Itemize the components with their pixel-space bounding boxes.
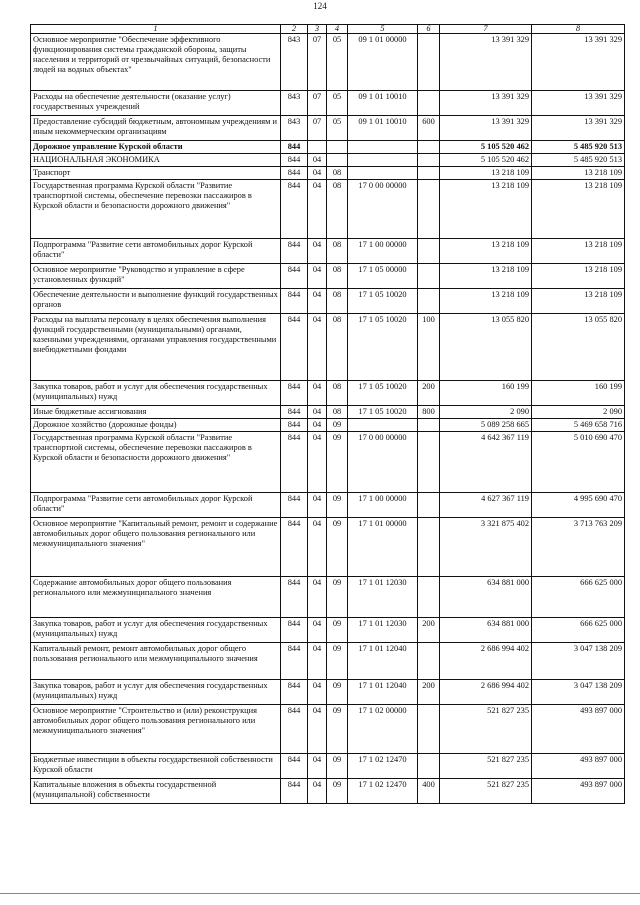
row-name: Иные бюджетные ассигнования [31, 406, 281, 419]
section-code: 04 [308, 381, 327, 406]
amount-year-1: 2 686 994 402 [440, 680, 532, 705]
subsection-code: 08 [327, 180, 348, 239]
target-article-code: 17 1 00 00000 [348, 493, 418, 518]
expense-type-code [418, 91, 440, 116]
subsection-code: 09 [327, 643, 348, 680]
amount-year-1: 5 105 520 462 [440, 154, 532, 167]
section-code: 04 [308, 419, 327, 432]
ved-code: 844 [281, 154, 308, 167]
section-code: 04 [308, 239, 327, 264]
ved-code: 844 [281, 289, 308, 314]
amount-year-2: 13 055 820 [532, 314, 625, 381]
page-bottom-rule [0, 893, 640, 894]
ved-code: 844 [281, 406, 308, 419]
target-article-code: 17 1 01 12040 [348, 680, 418, 705]
ved-code: 844 [281, 264, 308, 289]
amount-year-2: 3 047 138 209 [532, 643, 625, 680]
section-code: 04 [308, 180, 327, 239]
expense-type-code [418, 577, 440, 618]
section-code: 04 [308, 518, 327, 577]
amount-year-2: 493 897 000 [532, 705, 625, 754]
table-row [31, 264, 625, 289]
table-row [31, 141, 625, 154]
expense-type-code: 400 [418, 779, 440, 804]
amount-year-1: 13 391 329 [440, 34, 532, 91]
target-article-code [348, 167, 418, 180]
section-code: 04 [308, 577, 327, 618]
page-number: 124 [313, 1, 327, 11]
ved-code: 844 [281, 167, 308, 180]
amount-year-1: 5 089 258 665 [440, 419, 532, 432]
column-number: 3 [308, 25, 327, 34]
row-name: Основное мероприятие "Руководство и управление в сфере установленных функций" [31, 264, 281, 289]
expense-type-code: 600 [418, 116, 440, 141]
expense-type-code [418, 643, 440, 680]
amount-year-1: 521 827 235 [440, 779, 532, 804]
target-article-code: 17 1 02 12470 [348, 754, 418, 779]
section-code: 04 [308, 618, 327, 643]
column-number: 7 [440, 25, 532, 34]
ved-code: 844 [281, 432, 308, 493]
budget-table [30, 24, 625, 804]
table-row [31, 643, 625, 680]
section-code: 04 [308, 680, 327, 705]
row-name: Закупка товаров, работ и услуг для обеспечения государственных (муниципальных) нужд [31, 680, 281, 705]
target-article-code: 09 1 01 10010 [348, 116, 418, 141]
expense-type-code [418, 239, 440, 264]
table-row [31, 779, 625, 804]
section-code: 04 [308, 289, 327, 314]
section-code: 04 [308, 154, 327, 167]
amount-year-2: 2 090 [532, 406, 625, 419]
row-name: Закупка товаров, работ и услуг для обеспечения государственных (муниципальных) нужд [31, 381, 281, 406]
amount-year-2: 13 218 109 [532, 264, 625, 289]
amount-year-1: 13 391 329 [440, 91, 532, 116]
row-name: Основное мероприятие "Строительство и (или) реконструкция автомобильных дорог общего пользования регионального или межмуниципального значения" [31, 705, 281, 754]
amount-year-1: 13 218 109 [440, 180, 532, 239]
ved-code: 844 [281, 493, 308, 518]
table-row [31, 154, 625, 167]
subsection-code: 08 [327, 314, 348, 381]
column-number: 8 [532, 25, 625, 34]
amount-year-2: 13 391 329 [532, 116, 625, 141]
amount-year-1: 4 627 367 119 [440, 493, 532, 518]
subsection-code: 08 [327, 406, 348, 419]
target-article-code: 09 1 01 00000 [348, 34, 418, 91]
section-code: 04 [308, 705, 327, 754]
amount-year-1: 2 090 [440, 406, 532, 419]
amount-year-1: 13 391 329 [440, 116, 532, 141]
ved-code: 844 [281, 239, 308, 264]
amount-year-2: 13 218 109 [532, 167, 625, 180]
subsection-code: 05 [327, 116, 348, 141]
column-number: 4 [327, 25, 348, 34]
target-article-code: 17 1 05 10020 [348, 381, 418, 406]
table-row [31, 289, 625, 314]
subsection-code: 08 [327, 264, 348, 289]
column-number: 2 [281, 25, 308, 34]
amount-year-1: 634 881 000 [440, 618, 532, 643]
section-code [308, 141, 327, 154]
amount-year-1: 3 321 875 402 [440, 518, 532, 577]
subsection-code: 09 [327, 618, 348, 643]
target-article-code: 17 1 00 00000 [348, 239, 418, 264]
subsection-code [327, 154, 348, 167]
section-code: 04 [308, 167, 327, 180]
subsection-code: 09 [327, 754, 348, 779]
table-row [31, 91, 625, 116]
row-name: Дорожное хозяйство (дорожные фонды) [31, 419, 281, 432]
table-row [31, 577, 625, 618]
section-code: 04 [308, 643, 327, 680]
table-row [31, 180, 625, 239]
ved-code: 844 [281, 680, 308, 705]
row-name: Подпрограмма "Развитие сети автомобильных дорог Курской области" [31, 239, 281, 264]
subsection-code: 08 [327, 167, 348, 180]
column-number: 6 [418, 25, 440, 34]
ved-code: 844 [281, 518, 308, 577]
amount-year-2: 4 995 690 470 [532, 493, 625, 518]
expense-type-code [418, 264, 440, 289]
table-row [31, 432, 625, 493]
section-code: 07 [308, 116, 327, 141]
amount-year-2: 493 897 000 [532, 754, 625, 779]
section-code: 07 [308, 34, 327, 91]
amount-year-1: 13 218 109 [440, 264, 532, 289]
subsection-code: 09 [327, 779, 348, 804]
expense-type-code: 200 [418, 381, 440, 406]
amount-year-1: 13 218 109 [440, 239, 532, 264]
target-article-code: 17 1 01 00000 [348, 518, 418, 577]
subsection-code [327, 141, 348, 154]
ved-code: 843 [281, 116, 308, 141]
amount-year-2: 666 625 000 [532, 618, 625, 643]
section-code: 04 [308, 493, 327, 518]
ved-code: 843 [281, 34, 308, 91]
row-name: Бюджетные инвестиции в объекты государственной собственности Курской области [31, 754, 281, 779]
subsection-code: 09 [327, 680, 348, 705]
amount-year-1: 521 827 235 [440, 754, 532, 779]
ved-code: 844 [281, 180, 308, 239]
subsection-code: 08 [327, 289, 348, 314]
amount-year-1: 13 055 820 [440, 314, 532, 381]
row-name: Капитальные вложения в объекты государственной (муниципальной) собственности [31, 779, 281, 804]
table-row [31, 406, 625, 419]
column-number: 5 [348, 25, 418, 34]
expense-type-code [418, 180, 440, 239]
row-name: Государственная программа Курской области "Развитие транспортной системы, обеспечение перевозки пассажиров в Курской области и безопасности дорожного движения" [31, 432, 281, 493]
ved-code: 844 [281, 618, 308, 643]
amount-year-1: 160 199 [440, 381, 532, 406]
expense-type-code [418, 432, 440, 493]
ved-code: 844 [281, 754, 308, 779]
row-name: Расходы на выплаты персоналу в целях обеспечения выполнения функций государственными (муниципальными) органами, казенными учреждениями, органами управления государственными внебюджетными фондами [31, 314, 281, 381]
expense-type-code: 100 [418, 314, 440, 381]
row-name: Основное мероприятие "Капитальный ремонт, ремонт и содержание автомобильных дорог общего пользования регионального или межмуниципального значения" [31, 518, 281, 577]
amount-year-2: 13 218 109 [532, 180, 625, 239]
target-article-code [348, 419, 418, 432]
row-name: Содержание автомобильных дорог общего пользования регионального или межмуниципального значения [31, 577, 281, 618]
amount-year-1: 4 642 367 119 [440, 432, 532, 493]
target-article-code: 17 1 02 00000 [348, 705, 418, 754]
amount-year-2: 160 199 [532, 381, 625, 406]
row-name: Предоставление субсидий бюджетным, автономным учреждениям и иным некоммерческим организациям [31, 116, 281, 141]
ved-code: 844 [281, 577, 308, 618]
expense-type-code [418, 518, 440, 577]
ved-code: 844 [281, 314, 308, 381]
table-row [31, 381, 625, 406]
ved-code: 844 [281, 779, 308, 804]
table-row [31, 680, 625, 705]
ved-code: 843 [281, 91, 308, 116]
row-name: Расходы на обеспечение деятельности (оказание услуг) государственных учреждений [31, 91, 281, 116]
target-article-code: 17 1 01 12040 [348, 643, 418, 680]
subsection-code: 09 [327, 705, 348, 754]
section-code: 07 [308, 91, 327, 116]
subsection-code: 09 [327, 419, 348, 432]
amount-year-2: 13 218 109 [532, 289, 625, 314]
amount-year-2: 13 391 329 [532, 91, 625, 116]
subsection-code: 09 [327, 493, 348, 518]
amount-year-1: 634 881 000 [440, 577, 532, 618]
amount-year-2: 5 485 920 513 [532, 154, 625, 167]
row-name: Государственная программа Курской области "Развитие транспортной системы, обеспечение перевозки пассажиров в Курской области и безопасности дорожного движения" [31, 180, 281, 239]
table-row [31, 419, 625, 432]
amount-year-2: 666 625 000 [532, 577, 625, 618]
table-row [31, 518, 625, 577]
table-row [31, 618, 625, 643]
target-article-code: 17 1 05 10020 [348, 289, 418, 314]
amount-year-2: 493 897 000 [532, 779, 625, 804]
target-article-code: 17 0 00 00000 [348, 432, 418, 493]
row-name: Транспорт [31, 167, 281, 180]
subsection-code: 09 [327, 432, 348, 493]
section-code: 04 [308, 406, 327, 419]
ved-code: 844 [281, 643, 308, 680]
section-code: 04 [308, 754, 327, 779]
expense-type-code: 800 [418, 406, 440, 419]
section-code: 04 [308, 779, 327, 804]
table-row [31, 167, 625, 180]
table-row [31, 239, 625, 264]
table-row [31, 754, 625, 779]
section-code: 04 [308, 264, 327, 289]
target-article-code: 17 1 05 10020 [348, 314, 418, 381]
amount-year-2: 13 391 329 [532, 34, 625, 91]
target-article-code: 17 1 01 12030 [348, 577, 418, 618]
target-article-code: 17 1 05 10020 [348, 406, 418, 419]
subsection-code: 05 [327, 34, 348, 91]
table-row [31, 493, 625, 518]
amount-year-1: 13 218 109 [440, 167, 532, 180]
expense-type-code: 200 [418, 680, 440, 705]
amount-year-1: 13 218 109 [440, 289, 532, 314]
expense-type-code [418, 154, 440, 167]
row-name: НАЦИОНАЛЬНАЯ ЭКОНОМИКА [31, 154, 281, 167]
column-number-header [31, 25, 625, 34]
ved-code: 844 [281, 141, 308, 154]
expense-type-code [418, 289, 440, 314]
column-number: 1 [31, 25, 281, 34]
expense-type-code [418, 141, 440, 154]
target-article-code: 09 1 01 10010 [348, 91, 418, 116]
expense-type-code [418, 493, 440, 518]
row-name: Обеспечение деятельности и выполнение функций государственных органов [31, 289, 281, 314]
section-code: 04 [308, 432, 327, 493]
subsection-code: 08 [327, 239, 348, 264]
amount-year-2: 5 485 920 513 [532, 141, 625, 154]
row-name: Капитальный ремонт, ремонт автомобильных дорог общего пользования регионального или межмуниципального значения [31, 643, 281, 680]
ved-code: 844 [281, 419, 308, 432]
expense-type-code: 200 [418, 618, 440, 643]
section-code: 04 [308, 314, 327, 381]
target-article-code: 17 1 01 12030 [348, 618, 418, 643]
target-article-code: 17 1 05 00000 [348, 264, 418, 289]
row-name: Дорожное управление Курской области [31, 141, 281, 154]
amount-year-2: 13 218 109 [532, 239, 625, 264]
amount-year-2: 5 469 658 716 [532, 419, 625, 432]
expense-type-code [418, 419, 440, 432]
row-name: Подпрограмма "Развитие сети автомобильных дорог Курской области" [31, 493, 281, 518]
subsection-code: 09 [327, 577, 348, 618]
subsection-code: 09 [327, 518, 348, 577]
expense-type-code [418, 167, 440, 180]
table-row [31, 705, 625, 754]
table-row [31, 34, 625, 91]
ved-code: 844 [281, 705, 308, 754]
target-article-code [348, 141, 418, 154]
subsection-code: 08 [327, 381, 348, 406]
table-row [31, 116, 625, 141]
amount-year-1: 521 827 235 [440, 705, 532, 754]
target-article-code [348, 154, 418, 167]
amount-year-1: 5 105 520 462 [440, 141, 532, 154]
amount-year-2: 3 713 763 209 [532, 518, 625, 577]
expense-type-code [418, 705, 440, 754]
table-row [31, 314, 625, 381]
target-article-code: 17 1 02 12470 [348, 779, 418, 804]
amount-year-2: 5 010 690 470 [532, 432, 625, 493]
ved-code: 844 [281, 381, 308, 406]
expense-type-code [418, 754, 440, 779]
amount-year-2: 3 047 138 209 [532, 680, 625, 705]
row-name: Закупка товаров, работ и услуг для обеспечения государственных (муниципальных) нужд [31, 618, 281, 643]
amount-year-1: 2 686 994 402 [440, 643, 532, 680]
target-article-code: 17 0 00 00000 [348, 180, 418, 239]
subsection-code: 05 [327, 91, 348, 116]
row-name: Основное мероприятие "Обеспечение эффективного функционирования системы гражданской обороны, защиты населения и территорий от чрезвычайных ситуаций, безопасности людей на водных объектах" [31, 34, 281, 91]
expense-type-code [418, 34, 440, 91]
